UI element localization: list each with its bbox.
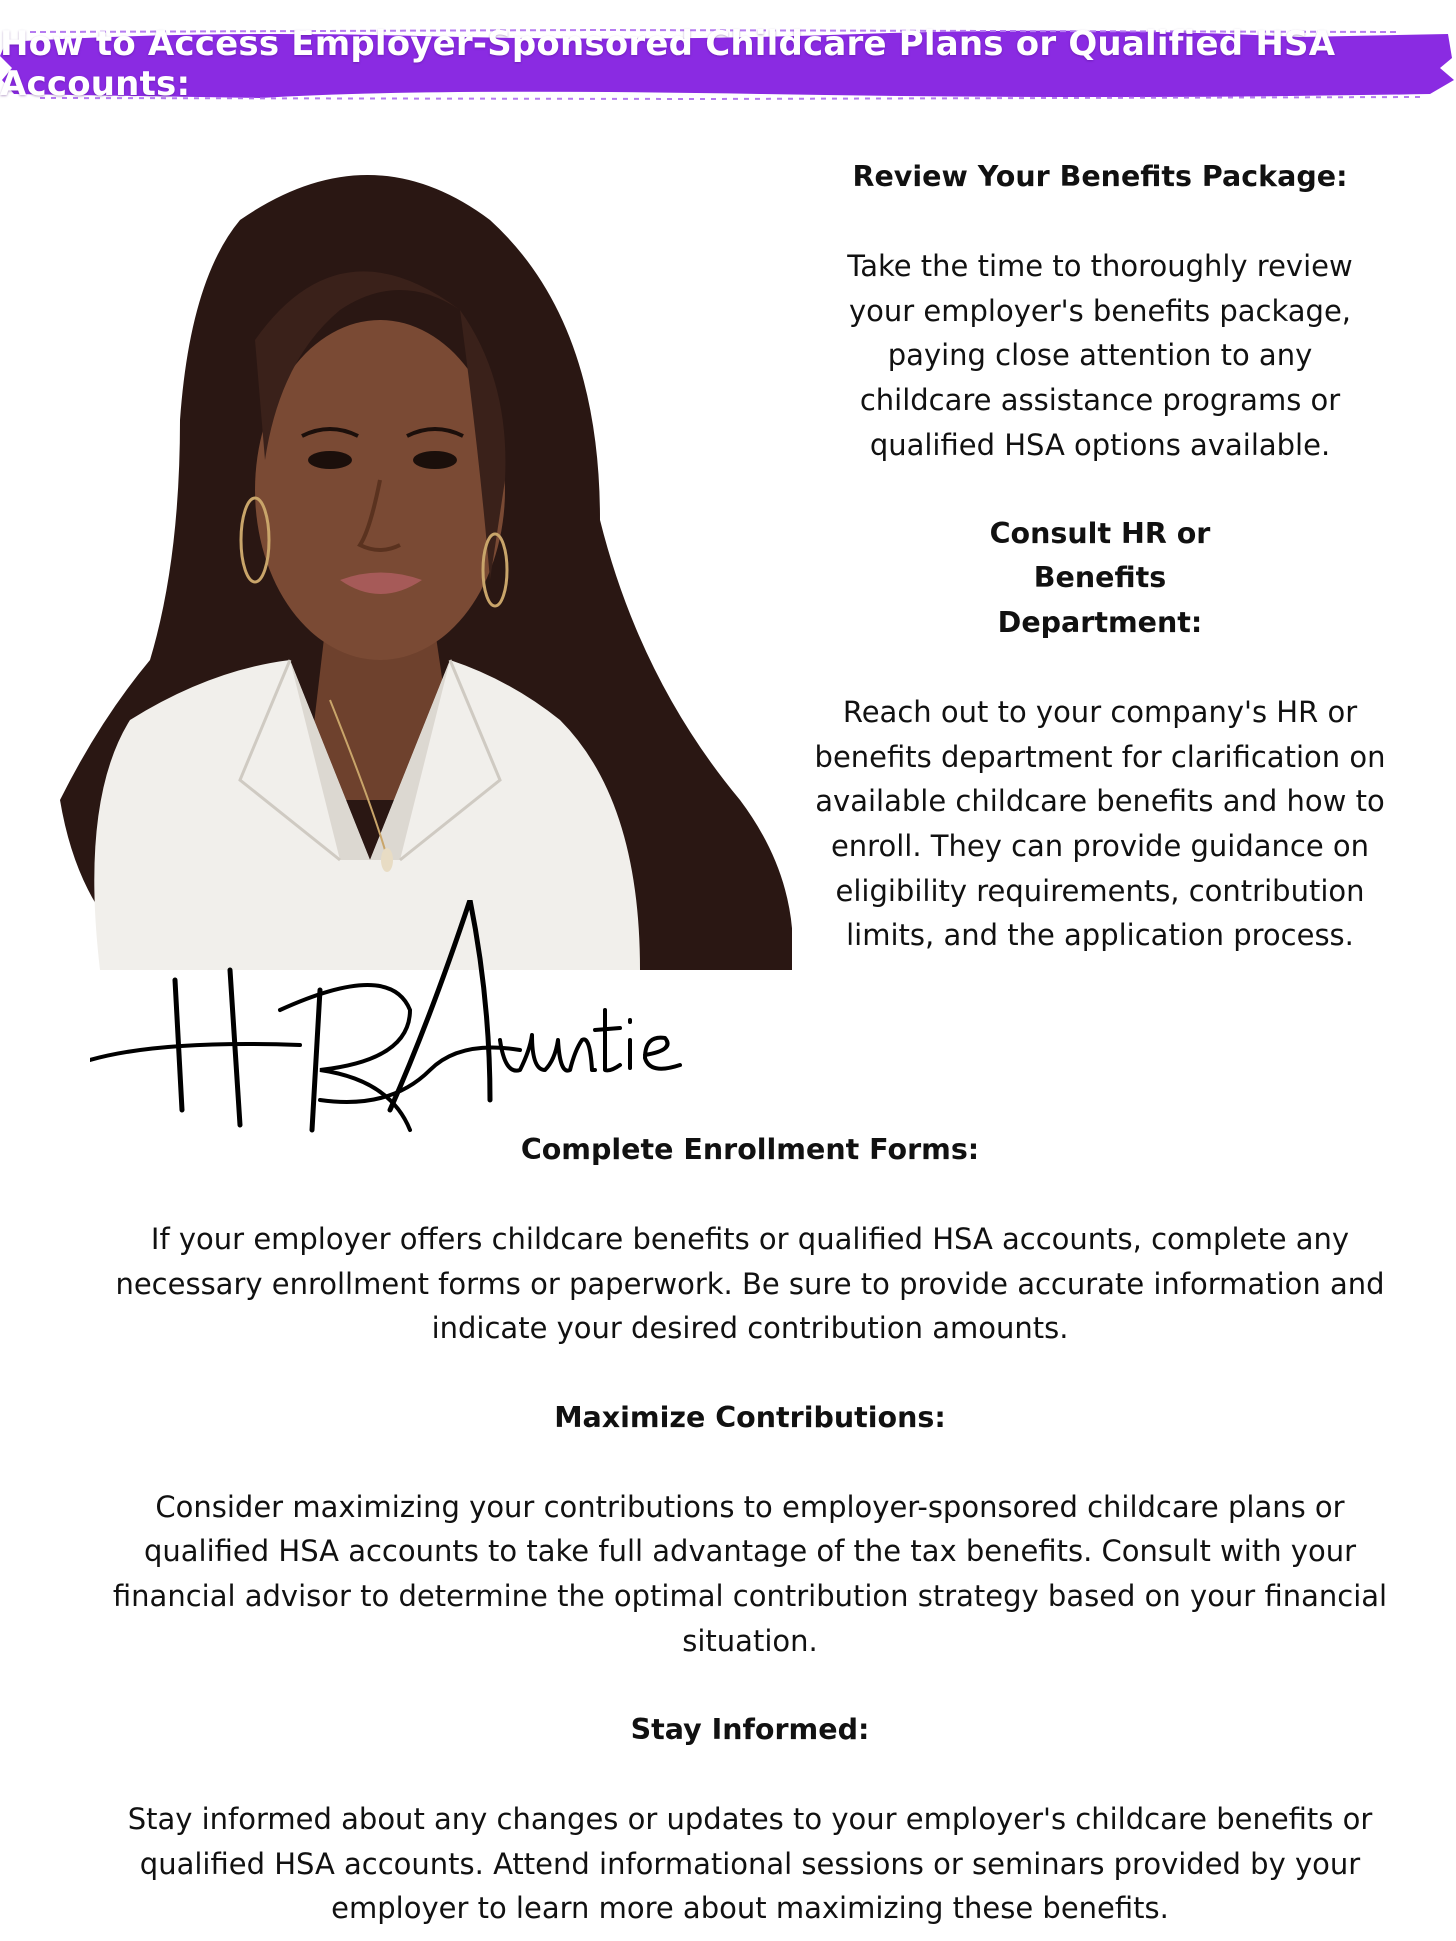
- person-photo-icon: [40, 160, 792, 970]
- page-title: How to Access Employer-Sponsored Childcare Plans or Qualified HSA Accounts:: [0, 24, 1336, 104]
- signature-logo: [90, 900, 730, 1140]
- section-heading-stay-informed: Stay Informed:: [630, 1712, 870, 1746]
- section-heading-maximize-contributions: Maximize Contributions:: [554, 1400, 946, 1434]
- right-column: [810, 155, 1390, 958]
- portrait-photo: [40, 160, 792, 970]
- section-heading-consult-hr: Consult HR or Benefits Department:: [989, 516, 1211, 639]
- section-body-maximize-contributions: Consider maximizing your contributions to employer-sponsored childcare plans or qualified HSA accounts to take full advantage of the tax benefits. Consult with your financial advisor to determine the optimal contribution strategy based on your financial situation.: [112, 1489, 1388, 1658]
- section-heading-review-benefits: Review Your Benefits Package:: [852, 160, 1348, 193]
- section-body-enrollment-forms: If your employer offers childcare benefits or qualified HSA accounts, complete any necessary enrollment forms or paperwork. Be sure to provide accurate information and indicate your desired contribution amounts.: [115, 1222, 1385, 1346]
- signature-handwriting-icon: [90, 900, 730, 1140]
- title-banner: [0, 24, 1456, 104]
- bottom-section: [100, 1128, 1400, 1931]
- section-body-stay-informed: Stay informed about any changes or updates to your employer's childcare benefits or qualified HSA accounts. Attend informational sessions or seminars provided by your employer to learn more about maximizing these benefits.: [127, 1801, 1373, 1926]
- section-body-review-benefits: Take the time to thoroughly review your employer's benefits package, paying close attention to any childcare assistance programs or qualified HSA options available.: [847, 249, 1353, 462]
- section-body-consult-hr: Reach out to your company's HR or benefits department for clarification on available childcare benefits and how to enroll. They can provide guidance on eligibility requirements, contribution limits, and the application process.: [814, 695, 1386, 953]
- section-heading-enrollment-forms: Complete Enrollment Forms:: [520, 1133, 980, 1166]
